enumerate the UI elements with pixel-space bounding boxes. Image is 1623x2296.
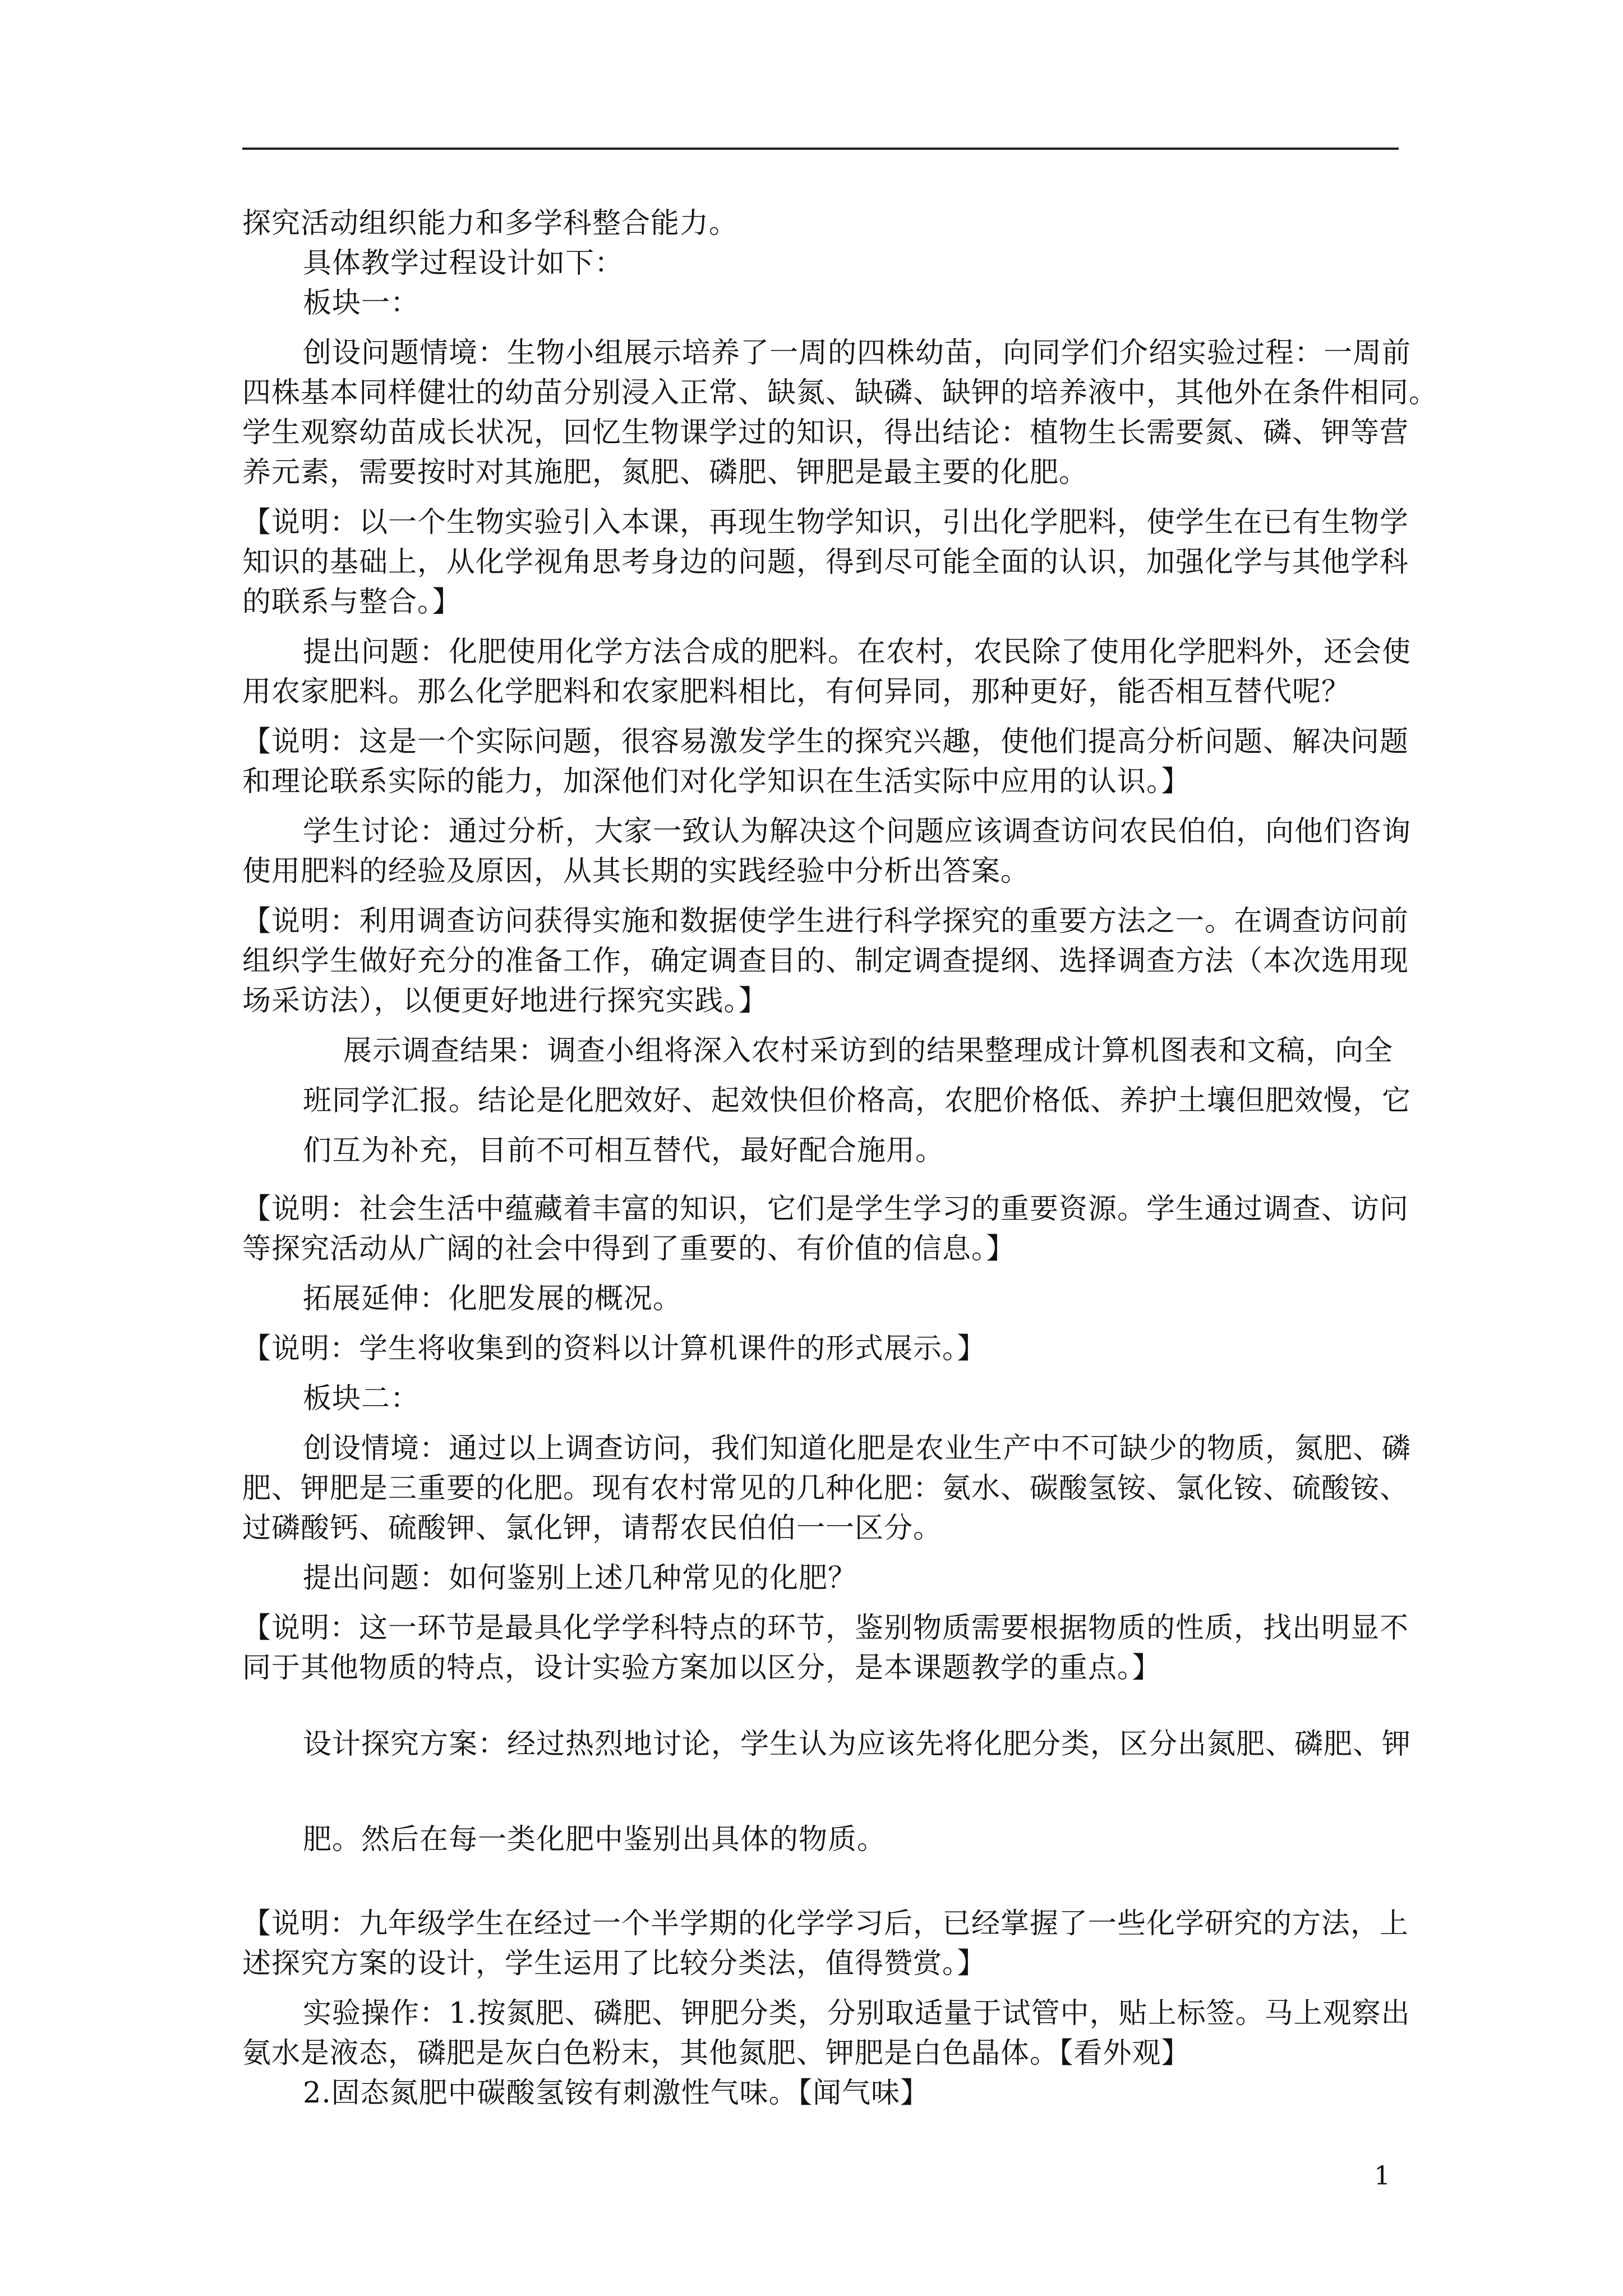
text-line: 组织学生做好充分的准备工作，确定调查目的、制定调查提纲、选择调查方法（本次选用现 <box>242 945 1409 978</box>
text-line: 学生讨论：通过分析，大家一致认为解决这个问题应该调查访问农民伯伯，向他们咨询 <box>303 815 1412 848</box>
text-line: 氨水是液态，磷肥是灰白色粉末，其他氮肥、钾肥是白色晶体。【看外观】 <box>242 2037 1191 2070</box>
page-number: 1 <box>1374 2160 1391 2191</box>
text-line: 探究活动组织能力和多学科整合能力。 <box>242 207 739 240</box>
text-line: 板块一： <box>303 287 420 320</box>
text-line: 们互为补充，目前不可相互替代，最好配合施用。 <box>303 1134 945 1167</box>
text-line: 和理论联系实际的能力，加深他们对化学知识在生活实际中应用的认识。】 <box>242 765 1191 798</box>
text-line: 创设情境：通过以上调查访问，我们知道化肥是农业生产中不可缺少的物质，氮肥、磷 <box>303 1432 1412 1465</box>
text-line: 四株基本同样健壮的幼苗分别浸入正常、缺氮、缺磷、缺钾的培养液中，其他外在条件相同。 <box>242 376 1438 409</box>
text-line: 具体教学过程设计如下： <box>303 247 624 280</box>
text-line: 【说明：社会生活中蕴藏着丰富的知识，它们是学生学习的重要资源。学生通过调查、访问 <box>242 1193 1409 1226</box>
text-line: 肥。然后在每一类化肥中鉴别出具体的物质。 <box>303 1823 887 1856</box>
text-line: 设计探究方案：经过热烈地讨论，学生认为应该先将化肥分类，区分出氮肥、磷肥、钾 <box>303 1728 1412 1761</box>
text-line: 展示调查结果：调查小组将深入农村采访到的结果整理成计算机图表和文稿，向全 <box>343 1034 1394 1068</box>
text-line: 养元素，需要按时对其施肥，氮肥、磷肥、钾肥是最主要的化肥。 <box>242 456 1089 489</box>
text-line: 等探究活动从广阔的社会中得到了重要的、有价值的信息。】 <box>242 1232 1016 1266</box>
text-line: 班同学汇报。结论是化肥效好、起效快但价格高，农肥价格低、养护土壤但肥效慢，它 <box>303 1084 1412 1117</box>
text-line: 提出问题：如何鉴别上述几种常见的化肥？ <box>303 1562 857 1595</box>
text-line: 【说明：这是一个实际问题，很容易激发学生的探究兴趣，使他们提高分析问题、解决问题 <box>242 725 1409 758</box>
text-line: 知识的基础上，从化学视角思考身边的问题，得到尽可能全面的认识，加强化学与其他学科 <box>242 546 1409 579</box>
text-line: 2.固态氮肥中碳酸氢铵有刺激性气味。【闻气味】 <box>303 2077 930 2110</box>
text-line: 使用肥料的经验及原因，从其长期的实践经验中分析出答案。 <box>242 855 1030 888</box>
text-line: 述探究方案的设计，学生运用了比较分类法，值得赞赏。】 <box>242 1947 986 1980</box>
text-line: 板块二： <box>303 1382 420 1415</box>
text-line: 肥、钾肥是三重要的化肥。现有农村常见的几种化肥：氨水、碳酸氢铵、氯化铵、硫酸铵、 <box>242 1472 1409 1505</box>
text-line: 拓展延伸：化肥发展的概况。 <box>303 1282 683 1315</box>
text-line: 实验操作：1.按氮肥、磷肥、钾肥分类，分别取适量于试管中，贴上标签。马上观察出 <box>303 1997 1410 2030</box>
text-line: 过磷酸钙、硫酸钾、氯化钾，请帮农民伯伯一一区分。 <box>242 1512 943 1545</box>
text-line: 创设问题情境：生物小组展示培养了一周的四株幼苗，向同学们介绍实验过程：一周前 <box>303 337 1412 370</box>
text-line: 【说明：学生将收集到的资料以计算机课件的形式展示。】 <box>242 1332 986 1365</box>
text-line: 同于其他物质的特点，设计实验方案加以区分，是本课题教学的重点。】 <box>242 1651 1161 1685</box>
text-line: 场采访法），以便更好地进行探究实践。】 <box>242 984 768 1018</box>
header-rule <box>242 148 1399 150</box>
text-line: 【说明：九年级学生在经过一个半学期的化学学习后，已经掌握了一些化学研究的方法，上 <box>242 1907 1409 1940</box>
text-line: 【说明：利用调查访问获得实施和数据使学生进行科学探究的重要方法之一。在调查访问前 <box>242 905 1409 938</box>
text-line: 提出问题：化肥使用化学方法合成的肥料。在农村，农民除了使用化学肥料外，还会使 <box>303 636 1412 669</box>
text-line: 的联系与整合。】 <box>242 586 462 619</box>
text-line: 【说明：以一个生物实验引入本课，再现生物学知识，引出化学肥料，使学生在已有生物学 <box>242 506 1409 539</box>
text-line: 学生观察幼苗成长状况，回忆生物课学过的知识，得出结论：植物生长需要氮、磷、钾等营 <box>242 416 1409 449</box>
text-line: 【说明：这一环节是最具化学学科特点的环节，鉴别物质需要根据物质的性质，找出明显不 <box>242 1612 1409 1645</box>
text-line: 用农家肥料。那么化学肥料和农家肥料相比，有何异同，那种更好，能否相互替代呢？ <box>242 675 1351 708</box>
